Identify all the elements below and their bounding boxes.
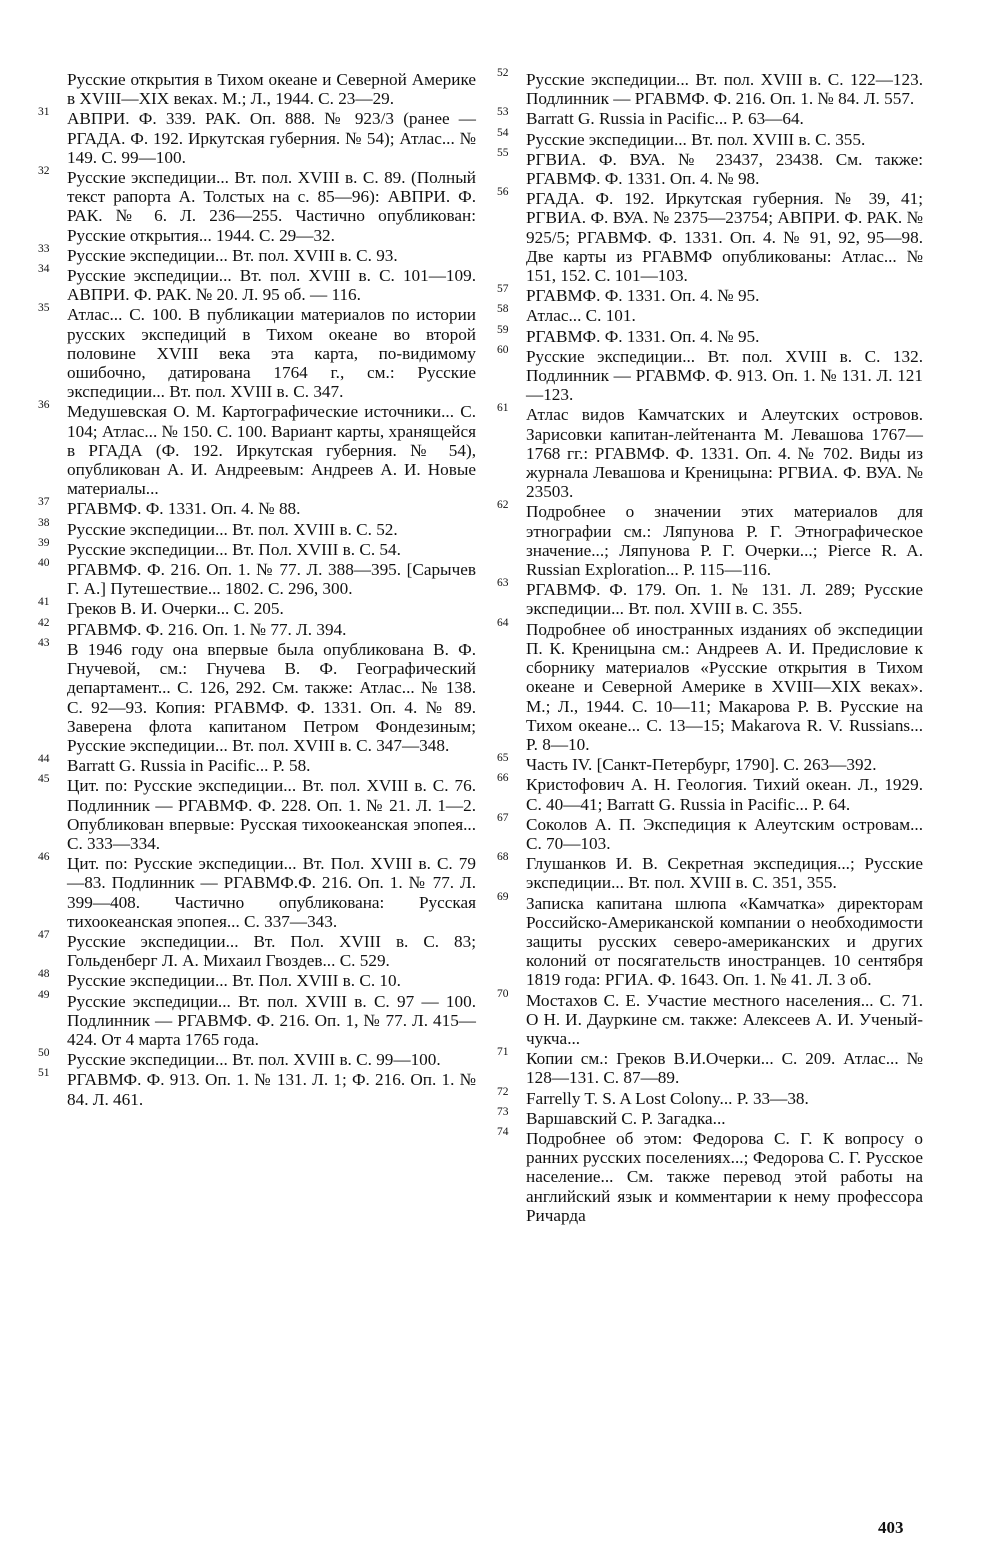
footnote-text: В 1946 году она впервые была опубликована В. Ф. Гнучевой, см.: Гнучева В. Ф. Географический департамент... С. 126, 292. См. также: Атлас... № 138. С. 92—93. Копия: РГАВМФ. Ф. 1331. Оп. 4. № 89. Заверена флота капитаном Петром Фондезиным; Русские экспедиции... Вт. пол. XVIII в. С. 347—348. [67, 639, 476, 755]
footnote [38, 851, 476, 931]
footnote [38, 302, 476, 402]
footnote [38, 988, 476, 1050]
footnote-text: Атлас... С. 100. В публикации материалов по истории русских экспедиций в Тихом океане во второй половине XVIII века эта карта, по-видимому ошибочно, датирована 1764 г., см.: Русские экспедиции... Вт. пол. XVIII в. С. 347. [67, 305, 476, 402]
footnote-number: 55 [497, 146, 509, 159]
footnote-number: 53 [497, 106, 509, 119]
footnote-text: Русские экспедиции... Вт. Пол. XVIII в. С. 54. [67, 539, 401, 559]
footnote-number: 42 [38, 616, 50, 629]
footnote-text: Атлас видов Камчатских и Алеутских островов. Зарисовки капитан-лейтенанта М. Левашова 1767—1768 гг.: РГАВМФ. Ф. 1331. Оп. 4. № 702. Виды из журнала Левашова и Креницына: РГВИА. Ф. ВУА. № 23503. [526, 405, 923, 502]
footnote-number: 39 [38, 536, 50, 549]
left-notes-list [38, 106, 476, 1109]
footnote-text: РГАВМФ. Ф. 1331. Оп. 4. № 95. [526, 286, 760, 306]
footnote-text: РГАВМФ. Ф. 179. Оп. 1. № 131. Л. 289; Русские экспедиции... Вт. пол. XVIII в. С. 355. [526, 580, 923, 619]
footnote-text: Медушевская О. М. Картографические источники... С. 104; Атлас... № 150. С. 100. Вариант карты, хранящейся в РГАДА (Ф. 192. Иркутская губерния. № 54), опубликован А. И. Андреевым: Андреев А. И. Новые материалы... [67, 402, 476, 499]
footnote-number: 56 [497, 186, 509, 199]
footnote-text: Греков В. И. Очерки... С. 205. [67, 599, 284, 619]
footnote-text: Barratt G. Russia in Pacific... P. 63—64. [526, 109, 804, 129]
footnote-number: 65 [497, 752, 509, 765]
footnote-number: 74 [497, 1125, 509, 1138]
footnote-number: 36 [38, 399, 50, 412]
footnote-number: 40 [38, 557, 50, 570]
footnote [497, 126, 923, 149]
footnote [497, 283, 923, 306]
footnote-text: Мостахов С. Е. Участие местного населения... С. 71. О Н. И. Дауркине см. также: Алексеев А. И. Ученый-чукча... [526, 990, 923, 1048]
footnote-number: 57 [497, 283, 509, 296]
footnote [497, 890, 923, 990]
continuation-note: Русские открытия в Тихом океане и Северной Америке в XVIII—XIX веках. М.; Л., 1944. С. 23—29. [67, 70, 476, 109]
footnote-number: 60 [497, 343, 509, 356]
footnote-text: Подробнее об этом: Федорова С. Г. К вопросу о ранних русских поселениях...; Федорова С. Г. Русское население... См. также перевод этой работы на английский язык и комментарии к нему профессора Ричарда [526, 1128, 923, 1225]
left-column [38, 70, 476, 1110]
footnote-number: 61 [497, 402, 509, 415]
footnote-number: 32 [38, 165, 50, 178]
footnote-number: 59 [497, 323, 509, 336]
footnote-text: Варшавский С. Р. Загадка... [526, 1108, 726, 1128]
footnote-text: РГАДА. Ф. 192. Иркутская губерния. № 39, 41; РГВИА. Ф. ВУА. № 2375—23754; АВПРИ. Ф. РАК. № 925/5; РГАВМФ. Ф. 1331. Оп. 4. № 91, 92, 95—98. Две карты из РГАВМФ опубликованы: Атлас... № 151, 152. С. 101—103. [526, 189, 923, 286]
footnote-text: Русские экспедиции... Вт. Пол. XVIII в. С. 10. [67, 971, 401, 991]
footnote-number: 31 [38, 106, 50, 119]
footnote-number: 66 [497, 772, 509, 785]
footnote [497, 616, 923, 754]
footnote-number: 35 [38, 302, 50, 315]
footnote-number: 70 [497, 987, 509, 1000]
footnote-number: 50 [38, 1047, 50, 1060]
footnote [38, 616, 476, 639]
footnote-number: 43 [38, 636, 50, 649]
footnote-number: 49 [38, 988, 50, 1001]
footnote [497, 303, 923, 326]
footnote-text: Цит. по: Русские экспедиции... Вт. пол. XVIII в. С. 76. Подлинник — РГАВМФ. Ф. 228. Оп. 1. № 21. Л. 1—2. Опубликован впервые: Русская тихоокеанская эпопея... С. 333—334. [67, 776, 476, 853]
footnote-text: Глушанков И. В. Секретная экспедиция...; Русские экспедиции... Вт. пол. XVIII в. С. 351, 355. [526, 854, 923, 893]
footnote-number: 62 [497, 499, 509, 512]
footnote-text: РГАВМФ. Ф. 1331. Оп. 4. № 88. [67, 499, 301, 519]
footnote-text: Атлас... С. 101. [526, 306, 636, 326]
footnote-text: РГАВМФ. Ф. 1331. Оп. 4. № 95. [526, 326, 760, 346]
footnote [497, 987, 923, 1049]
footnote [38, 516, 476, 539]
footnote [497, 772, 923, 814]
footnote-number: 52 [497, 67, 509, 79]
footnote-text: Русские экспедиции... Вт. пол. XVIII в. С. 93. [67, 245, 398, 265]
right-notes-list [497, 67, 923, 1225]
footnote-text: Копии см.: Греков В.И.Очерки... С. 209. Атлас... № 128—131. С. 87—89. [526, 1049, 923, 1088]
footnote-text: Часть IV. [Санкт-Петербург, 1790]. С. 263—392. [526, 755, 877, 775]
footnote-text: АВПРИ. Ф. 339. РАК. Оп. 888. № 923/3 (ранее — РГАДА. Ф. 192. Иркутская губерния. № 54); Атлас... № 149. С. 99—100. [67, 109, 476, 167]
footnote-number: 44 [38, 753, 50, 766]
footnote-number: 71 [497, 1046, 509, 1059]
footnote [497, 811, 923, 853]
footnote-number: 58 [497, 303, 509, 316]
footnote-number: 64 [497, 616, 509, 629]
footnote-text: Записка капитана шлюпа «Камчатка» директорам Российско-Американской компании о необходимости защиты русских северо-американских и других колоний от посягательств иностранцев. 10 сентября 1819 года: РГИА. Ф. 1643. Оп. 1. № 41. Л. 3 об. [526, 893, 923, 990]
footnote-text: Подробнее об иностранных изданиях об экспедиции П. К. Креницына см.: Андреев А. И. Предисловие к сборнику материалов «Русские открытия в Тихом океане и Северной Америке в XVIII—XIX веках». М.; Л., 1944. С. 10—11; Макарова Р. В. Русские на Тихом океане... С. 13—15; Makarova R. V. Russians... P. 8—10. [526, 619, 923, 754]
footnote [38, 557, 476, 599]
footnote [38, 242, 476, 265]
footnote-number: 34 [38, 263, 50, 276]
footnote-number: 63 [497, 577, 509, 590]
footnote [497, 1046, 923, 1088]
footnote-number: 45 [38, 773, 50, 786]
footnote [497, 186, 923, 286]
footnote-text: Русские экспедиции... Вт. пол. XVIII в. С. 355. [526, 129, 866, 149]
footnote [497, 146, 923, 189]
footnote-text: Подробнее о значении этих материалов для этнографии см.: Ляпунова Р. Г. Этнографическое значение...; Ляпунова Р. Г. Очерки...; Pierce R. A. Russian Exploration... P. 115—116. [526, 502, 923, 580]
footnote-number: 47 [38, 928, 50, 941]
footnote [38, 1067, 476, 1109]
footnote [38, 753, 476, 776]
footnote [497, 499, 923, 580]
footnote [497, 577, 923, 619]
footnote [497, 1105, 923, 1128]
footnote [497, 106, 923, 129]
footnote [38, 636, 476, 755]
footnote-text: Русские экспедиции... Вт. пол. XVIII в. С. 52. [67, 519, 398, 539]
footnote [497, 402, 923, 502]
footnote [497, 67, 923, 109]
footnote-text: Цит. по: Русские экспедиции... Вт. Пол. XVIII в. С. 79—83. Подлинник — РГАВМФ.Ф. 216. Оп. 1. № 77. Л. 399—408. Частично опубликована: Русская тихоокеанская эпопея... С. 337—343. [67, 854, 476, 931]
footnote-number: 69 [497, 890, 509, 903]
footnote-text: РГАВМФ. Ф. 913. Оп. 1. № 131. Л. 1; Ф. 216. Оп. 1. № 84. Л. 461. [67, 1070, 476, 1109]
right-column [497, 67, 923, 1226]
footnote-number: 33 [38, 242, 50, 255]
footnote-text: Русские экспедиции... Вт. пол. XVIII в. С. 99—100. [67, 1050, 441, 1070]
footnote [38, 773, 476, 853]
footnote-number: 37 [38, 496, 50, 509]
footnote-text: РГВИА. Ф. ВУА. № 23437, 23438. См. также: РГАВМФ. Ф. 1331. Оп. 4. № 98. [526, 149, 923, 189]
footnote-text: Русские экспедиции... Вт. пол. XVIII в. С. 132. Подлинник — РГАВМФ. Ф. 913. Оп. 1. № 131. Л. 121—123. [526, 346, 923, 405]
footnote [497, 752, 923, 775]
footnote [38, 536, 476, 559]
footnote-text: Barratt G. Russia in Pacific... P. 58. [67, 756, 311, 776]
footnote-text: Русские экспедиции... Вт. пол. XVIII в. С. 101—109. АВПРИ. Ф. РАК. № 20. Л. 95 об. — 116. [67, 266, 476, 305]
footnote-number: 46 [38, 851, 50, 864]
footnote-number: 51 [38, 1067, 50, 1080]
footnote [38, 106, 476, 167]
footnote [38, 496, 476, 519]
footnote [38, 596, 476, 619]
footnote-text: Соколов А. П. Экспедиция к Алеутским островам... С. 70—103. [526, 814, 923, 853]
footnote-text: Русские экспедиции... Вт. Пол. XVIII в. С. 83; Гольденберг Л. А. Михаил Гвоздев... С. 529. [67, 931, 476, 971]
footnote-number: 54 [497, 126, 509, 139]
footnote-number: 41 [38, 596, 50, 609]
footnote [497, 851, 923, 893]
footnote [38, 165, 476, 245]
footnote [38, 263, 476, 305]
footnote-text: Farrelly T. S. A Lost Colony... P. 33—38. [526, 1088, 809, 1108]
footnote-number: 48 [38, 968, 50, 981]
footnote [497, 343, 923, 405]
footnote [38, 1047, 476, 1070]
footnote-text: Русские экспедиции... Вт. пол. XVIII в. С. 122—123. Подлинник — РГАВМФ. Ф. 216. Оп. 1. № 84. Л. 557. [526, 70, 923, 109]
footnote-number: 67 [497, 811, 509, 824]
footnote-number: 73 [497, 1105, 509, 1118]
footnote [38, 968, 476, 991]
footnote [497, 1125, 923, 1225]
footnote-text: Кристофович А. Н. Геология. Тихий океан. Л., 1929. С. 40—41; Barratt G. Russia in Pacific... P. 64. [526, 775, 923, 814]
footnote-text: Русские экспедиции... Вт. пол. XVIII в. С. 89. (Полный текст рапорта А. Толстых на с. 85—96): АВПРИ. Ф. РАК. № 6. Л. 236—255. Частично опубликован: Русские открытия... 1944. С. 29—32. [67, 168, 476, 245]
footnote [497, 1085, 923, 1108]
footnote-number: 72 [497, 1085, 509, 1098]
footnote [497, 323, 923, 346]
footnote-number: 38 [38, 516, 50, 529]
page-number: 403 [878, 1518, 904, 1537]
footnote-text: РГАВМФ. Ф. 216. Оп. 1. № 77. Л. 394. [67, 619, 347, 639]
footnote-number: 68 [497, 851, 509, 864]
footnote [38, 928, 476, 971]
footnote [38, 399, 476, 499]
footnote-text: Русские экспедиции... Вт. пол. XVIII в. С. 97 — 100. Подлинник — РГАВМФ. Ф. 216. Оп. 1, № 77. Л. 415—424. От 4 марта 1765 года. [67, 991, 476, 1049]
footnote-text: РГАВМФ. Ф. 216. Оп. 1. № 77. Л. 388—395. [Сарычев Г. А.] Путешествие... 1802. С. 296, 300. [67, 560, 476, 599]
